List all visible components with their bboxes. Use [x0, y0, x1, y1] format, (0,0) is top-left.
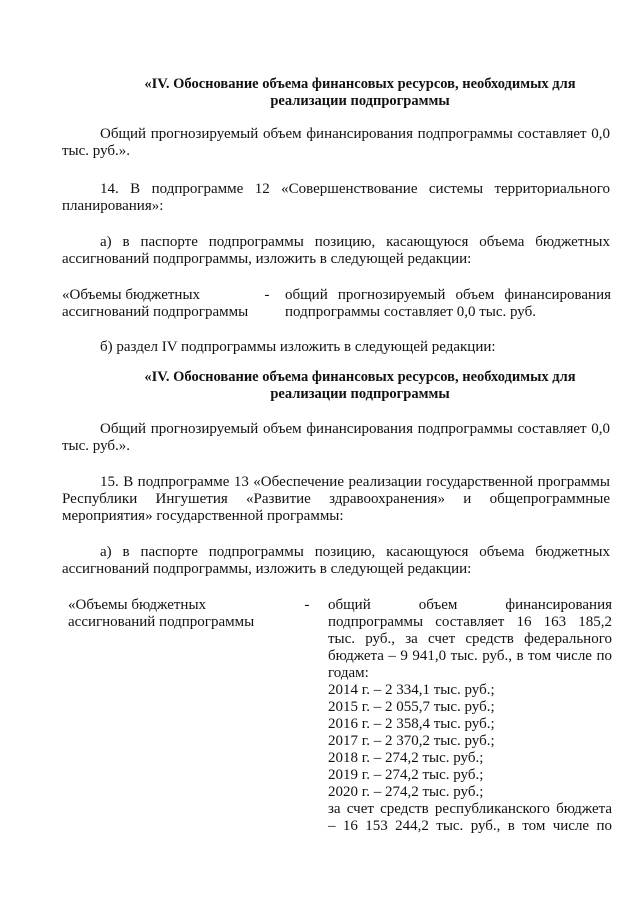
item-14-b-paragraph: б) раздел IV подпрограммы изложить в следующей редакции: — [100, 339, 496, 355]
item-15-a-paragraph: а) в паспорте подпрограммы позицию, касающуюся объема бюджетных ассигнований подпрограммы, изложить в следующей редакции: — [62, 544, 610, 577]
year-line: 2020 г. – 274,2 тыс. руб.; — [328, 784, 484, 800]
year-line: 2019 г. – 274,2 тыс. руб.; — [328, 767, 484, 783]
value-line: тыс. руб., за счет средств федерального — [328, 631, 612, 647]
table-value-cell: общий прогнозируемый объем финансирования подпрограммы составляет 0,0 тыс. руб. — [285, 287, 611, 320]
paragraph: Общий прогнозируемый объем финансирования подпрограммы составляет 0,0 тыс. руб.». — [62, 421, 610, 454]
value-line: за счет средств республиканского бюджета — [328, 801, 612, 817]
heading-line: реализации подпрограммы — [270, 93, 450, 109]
year-line: 2015 г. – 2 055,7 тыс. руб.; — [328, 699, 495, 715]
item-14-paragraph: 14. В подпрограмме 12 «Совершенствование системы территориального планирования»: — [62, 181, 610, 214]
section-heading — [100, 369, 620, 403]
table-label-cell: «Объемы бюджетных ассигнований подпрограммы — [62, 287, 249, 320]
heading-line: реализации подпрограммы — [270, 386, 450, 402]
value-line: – 16 153 244,2 тыс. руб., в том числе по — [328, 818, 612, 834]
table-dash: - — [304, 597, 310, 613]
year-line: 2016 г. – 2 358,4 тыс. руб.; — [328, 716, 495, 732]
value-line: бюджета – 9 941,0 тыс. руб., в том числе по — [328, 648, 612, 664]
value-line: годам: — [328, 665, 369, 681]
heading-line: «IV. Обоснование объема финансовых ресурсов, необходимых для — [144, 369, 576, 385]
year-line: 2018 г. – 274,2 тыс. руб.; — [328, 750, 484, 766]
item-15-paragraph: 15. В подпрограмме 13 «Обеспечение реализации государственной программы Республики Ингушетия «Развитие здравоохранения» и общепрограммные мероприятия» государственной программы: — [62, 474, 610, 524]
year-line: 2017 г. – 2 370,2 тыс. руб.; — [328, 733, 495, 749]
paragraph: Общий прогнозируемый объем финансирования подпрограммы составляет 0,0 тыс. руб.». — [62, 126, 610, 159]
item-14-a-paragraph: а) в паспорте подпрограммы позицию, касающуюся объема бюджетных ассигнований подпрограммы, изложить в следующей редакции: — [62, 234, 610, 267]
value-line: общий объем финансирования — [328, 597, 612, 613]
value-line: подпрограммы составляет 16 163 185,2 — [328, 614, 612, 630]
table-dash: - — [264, 287, 270, 303]
heading-line: «IV. Обоснование объема финансовых ресурсов, необходимых для — [144, 76, 576, 92]
table-label-cell: «Объемы бюджетных ассигнований подпрограммы — [68, 597, 255, 630]
section-heading — [100, 76, 620, 110]
year-line: 2014 г. – 2 334,1 тыс. руб.; — [328, 682, 495, 698]
table-value-cell — [328, 597, 612, 835]
